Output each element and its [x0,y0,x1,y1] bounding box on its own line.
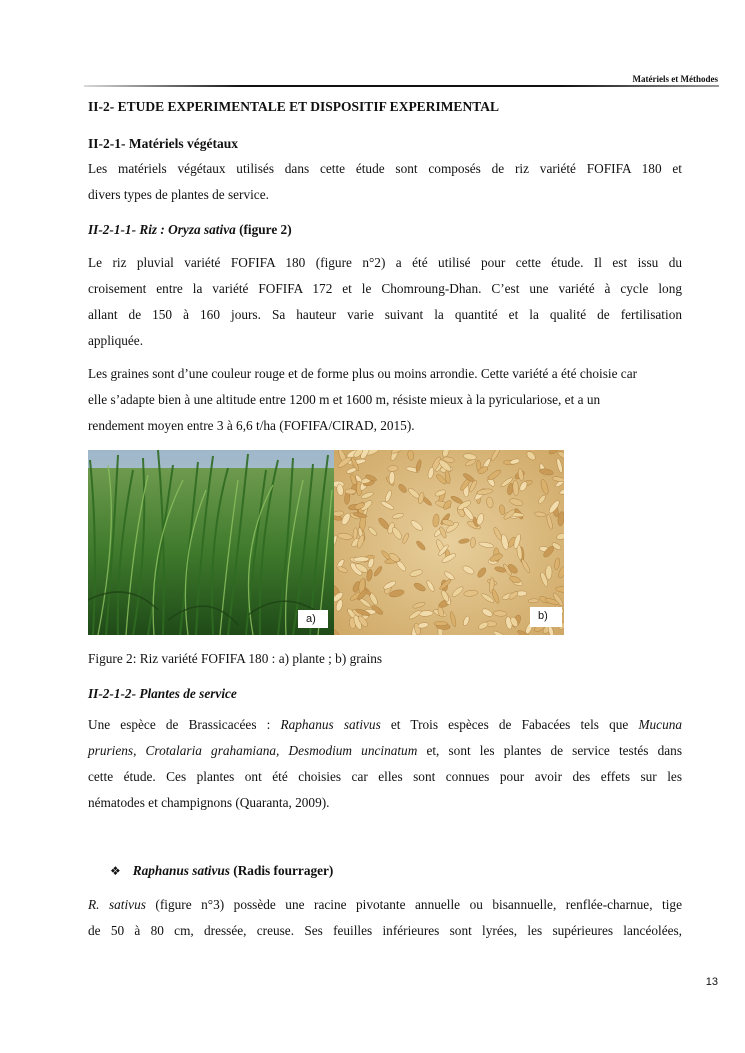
paragraph-materiels [88,156,682,208]
paragraph-plantes-de-service [88,712,682,816]
rice-grain [345,489,356,495]
rice-grain [434,621,448,625]
figure-2 [88,450,564,635]
text-line: Le riz pluvial variété FOFIFA 180 (figure n°2) a été utilisé pour cette étude. Il est issu du [88,255,682,270]
rice-grain [528,599,539,604]
rice-grain [545,565,552,580]
species-name: Oryza sativa [168,222,236,237]
figure-caption: Figure 2: Riz variété FOFIFA 180 : a) plante ; b) grains [88,651,383,666]
page-number: 13 [705,976,718,988]
figure-label-b: b) [530,607,562,627]
text-line: pruriens, Crotalaria grahamiana, Desmodium uncinatum et, sont les plantes de service testés dans [88,743,682,758]
rice-grain [389,471,395,484]
text-line: elle s’adapte bien à une altitude entre 1200 m et 1600 m, résiste mieux à la pyriculariose, et a un [88,392,601,407]
species-name: Raphanus sativus [132,863,230,878]
paragraph-riz-1 [88,250,682,354]
paragraph-raphanus [88,892,682,944]
section-title: II-2- ETUDE EXPERIMENTALE ET DISPOSITIF EXPERIMENTAL [88,99,499,114]
text-line: allant de 150 à 160 jours. Sa hauteur varie suivant la quantité et la qualité de fertilisation [88,307,682,322]
text-line: Une espèce de Brassicacées : Raphanus sativus et Trois espèces de Fabacées tels que Mucuna [88,717,683,732]
diamond-bullet-icon: ❖ [110,864,121,878]
rice-plant-photo [88,450,334,635]
text-line: nématodes et champignons (Quaranta, 2009). [88,795,330,810]
header-rule [84,85,719,87]
text-line: de 50 à 80 cm, dressée, creuse. Ses feuilles inférieures sont lyrées, les supérieures lancéolées, [88,923,682,938]
figure-2-photos [88,450,564,635]
bullet-heading-raphanus [110,858,333,884]
paragraph-riz-2 [88,361,710,439]
text-line: rendement moyen entre 3 à 6,6 t/ha (FOFIFA/CIRAD, 2015). [88,418,415,433]
text-line: Les graines sont d’une couleur rouge et de forme plus ou moins arrondie. Cette variété a été choisie car [88,366,638,381]
subsection-title-materiels: II-2-1- Matériels végétaux [88,136,238,151]
text-line: divers types de plantes de service. [88,187,269,202]
text-line: R. sativus (figure n°3) possède une racine pivotante annuelle ou bisannuelle, renflée-charnue, tige [88,897,682,912]
text-line: croisement entre la variété FOFIFA 172 et le Chomroung-Dhan. C’est une variété à cycle long [88,281,682,296]
subsection-title-plantes-de-service: II-2-1-2- Plantes de service [88,686,237,701]
title-suffix: (figure 2) [235,222,292,237]
title-prefix: II-2-1-1- Riz : [88,222,169,237]
text-line: cette étude. Ces plantes ont été choisies car elles sont connues pour avoir des effets sur les [88,769,682,784]
text-line: Les matériels végétaux utilisés dans cette étude sont composés de riz variété FOFIFA 180 et [88,161,682,176]
rice-grains-photo [328,450,564,635]
subsection-title-riz [88,217,292,243]
text-line: appliquée. [88,333,144,348]
figure-label-a: a) [298,610,328,628]
running-header: Matériels et Méthodes [632,74,718,84]
rice-grain [353,557,369,563]
common-name: (Radis fourrager) [229,863,334,878]
